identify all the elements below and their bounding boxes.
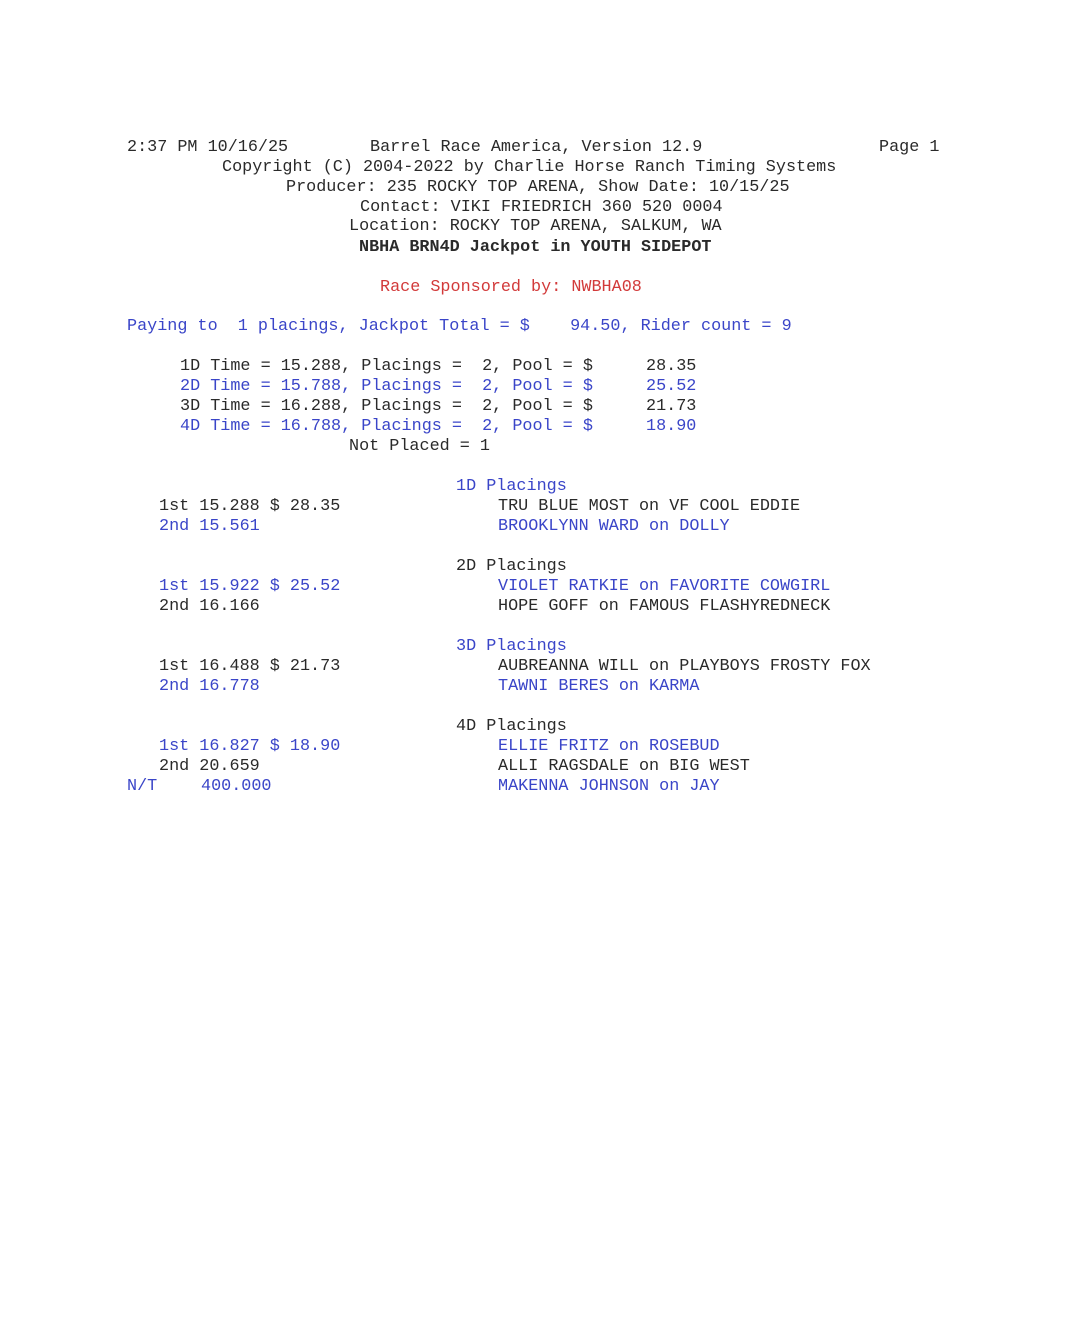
event-title: NBHA BRN4D Jackpot in YOUTH SIDEPOT xyxy=(359,238,712,257)
placing-result: 2nd 16.778 xyxy=(159,677,260,696)
copyright-line: Copyright (C) 2004-2022 by Charlie Horse Ranch Timing Systems xyxy=(222,158,837,177)
contact-line: Contact: VIKI FRIEDRICH 360 520 0004 xyxy=(360,198,723,217)
placing-rider: VIOLET RATKIE on FAVORITE COWGIRL xyxy=(498,577,831,596)
page-number: Page 1 xyxy=(879,138,940,157)
placing-result: 1st 15.922 $ 25.52 xyxy=(159,577,341,596)
placing-result: 2nd 15.561 xyxy=(159,517,260,536)
not-placed-count: Not Placed = 1 xyxy=(349,437,490,456)
no-time-rider: MAKENNA JOHNSON on JAY xyxy=(498,777,720,796)
placing-rider: ELLIE FRITZ on ROSEBUD xyxy=(498,737,720,756)
timestamp: 2:37 PM 10/16/25 xyxy=(127,138,289,157)
sponsor-line: Race Sponsored by: NWBHA08 xyxy=(380,278,642,297)
placing-result: 1st 16.488 $ 21.73 xyxy=(159,657,341,676)
no-time-value: 400.000 xyxy=(201,777,272,796)
placing-rider: ALLI RAGSDALE on BIG WEST xyxy=(498,757,750,776)
location-line: Location: ROCKY TOP ARENA, SALKUM, WA xyxy=(349,217,722,236)
division-pool-4d: 18.90 xyxy=(646,417,697,436)
placings-heading-1d: 1D Placings xyxy=(456,477,567,496)
placings-heading-4d: 4D Placings xyxy=(456,717,567,736)
paying-summary: Paying to 1 placings, Jackpot Total = $ 94.50, Rider count = 9 xyxy=(127,317,792,336)
placing-result: 1st 16.827 $ 18.90 xyxy=(159,737,341,756)
placing-rider: BROOKLYNN WARD on DOLLY xyxy=(498,517,730,536)
placings-heading-2d: 2D Placings xyxy=(456,557,567,576)
division-pool-2d: 25.52 xyxy=(646,377,697,396)
division-pool-3d: 21.73 xyxy=(646,397,697,416)
division-summary-3d: 3D Time = 16.288, Placings = 2, Pool = $ xyxy=(180,397,593,416)
placing-rider: HOPE GOFF on FAMOUS FLASHYREDNECK xyxy=(498,597,831,616)
division-summary-1d: 1D Time = 15.288, Placings = 2, Pool = $ xyxy=(180,357,593,376)
placings-heading-3d: 3D Placings xyxy=(456,637,567,656)
placing-rider: TRU BLUE MOST on VF COOL EDDIE xyxy=(498,497,801,516)
division-pool-1d: 28.35 xyxy=(646,357,697,376)
placing-result: 2nd 20.659 xyxy=(159,757,260,776)
placing-rider: AUBREANNA WILL on PLAYBOYS FROSTY FOX xyxy=(498,657,871,676)
division-summary-4d: 4D Time = 16.788, Placings = 2, Pool = $ xyxy=(180,417,593,436)
placing-result: 1st 15.288 $ 28.35 xyxy=(159,497,341,516)
producer-line: Producer: 235 ROCKY TOP ARENA, Show Date: 10/15/25 xyxy=(286,178,790,197)
placing-result: 2nd 16.166 xyxy=(159,597,260,616)
app-title: Barrel Race America, Version 12.9 xyxy=(370,138,703,157)
no-time-label: N/T xyxy=(127,777,158,796)
division-summary-2d: 2D Time = 15.788, Placings = 2, Pool = $ xyxy=(180,377,593,396)
placing-rider: TAWNI BERES on KARMA xyxy=(498,677,700,696)
